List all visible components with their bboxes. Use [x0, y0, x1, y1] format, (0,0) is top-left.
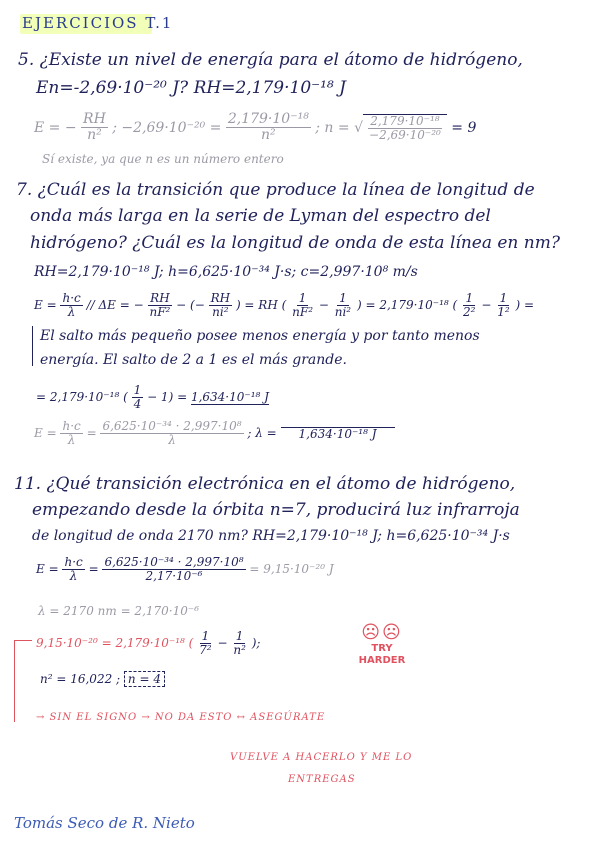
q7-calc2-lambda-fraction: [281, 427, 395, 441]
sad-face-icon: ☹☹: [361, 622, 403, 643]
q7-calc2-frac-den: λ: [168, 433, 176, 448]
stamp-line2: HARDER: [358, 655, 406, 666]
q5-value-num: 2,179·10⁻¹⁸: [227, 111, 309, 127]
q11-answer-box: n = 4: [124, 671, 165, 687]
q7-nf-den: nF²: [149, 305, 171, 320]
q7-one-num2: 1: [339, 291, 347, 305]
correction-bracket: [14, 640, 15, 722]
q7-note-bracket: [32, 326, 33, 366]
q11-lambda-line: λ = 2170 nm = 2,170·10⁻⁶: [38, 604, 200, 618]
q7-question-line2: onda más larga en la serie de Lyman del espectro del: [30, 206, 491, 226]
q5-sqrt-fraction: [363, 114, 447, 142]
q5-value-fraction: [226, 112, 311, 144]
q11-question-line3: de longitud de onda 2170 nm? RH=2,179·10⁻¹⁸ J; h=6,625·10⁻³⁴ J·s: [32, 528, 510, 544]
q7-eq-delta: // ΔE = −: [86, 298, 144, 313]
q11-result-line: [40, 672, 165, 686]
q7-eq-e: E =: [34, 298, 57, 313]
q7-calc1-fraction: [132, 384, 144, 411]
q7-rh-num: RH: [150, 291, 170, 305]
q7-rh-ni-fraction: [209, 292, 233, 319]
q5-rh-num: RH: [83, 111, 106, 127]
q7-calc2-e: E =: [34, 426, 57, 441]
q11-eq-result: = 9,15·10⁻²⁰ J: [249, 562, 334, 577]
q11-hc-fraction: [62, 556, 84, 583]
q7-hc-num: h·c: [62, 291, 81, 305]
q7-eq-dash: −: [318, 298, 329, 313]
q11-question-line2: empezando desde la órbita n=7, producirá luz infrarroja: [32, 500, 520, 520]
q11-red-num2: 1: [235, 629, 244, 643]
q7-calc2-eq: =: [86, 426, 97, 441]
q7-calc2-den: λ: [67, 433, 76, 448]
q7-calc2-hc-fraction: [60, 420, 82, 447]
q5-calc-left: E = −: [34, 119, 77, 136]
q11-eq-e: E =: [36, 562, 59, 577]
q7-one-ni-fraction: [333, 292, 353, 319]
q7-question-line1: 7. ¿Cuál es la transición que produce la línea de longitud de: [16, 180, 535, 200]
q7-calc1-result: 1,634·10⁻¹⁸ J: [190, 390, 269, 405]
q7-eq-rh-paren: ) = RH (: [235, 298, 287, 313]
q5-calc-mid: ; −2,69·10⁻²⁰ =: [112, 119, 222, 136]
q11-question-line1: 11. ¿Qué transición electrónica en el átomo de hidrógeno,: [14, 474, 516, 494]
q11-eq-eq: =: [88, 562, 99, 577]
q5-calc-n: ; n =: [315, 119, 350, 136]
q7-1sq-fraction: [495, 292, 511, 319]
q7-nf2-den: nF²: [292, 305, 314, 320]
correction-note-line3: ENTREGAS: [288, 774, 356, 785]
q5-value-den: n²: [261, 127, 276, 144]
q11-red-calc: 9,15·10⁻²⁰ = 2,179·10⁻¹⁸ (: [36, 636, 194, 651]
q7-ni-den: ni²: [212, 305, 229, 320]
correction-note-line2: VUELVE A HACERLO Y ME LO: [230, 752, 413, 763]
q11-hc-num: h·c: [64, 555, 83, 569]
q11-red-fraction1: [197, 630, 213, 657]
q5-calculation: [34, 112, 476, 144]
q7-hc-den: λ: [67, 305, 76, 320]
student-signature: Tomás Seco de R. Nieto: [14, 814, 195, 832]
q11-value-num: 6,625·10⁻³⁴ · 2,997·10⁸: [104, 555, 244, 569]
correction-bracket-top: [14, 640, 32, 641]
q11-n2-line: n² = 16,022 ;: [40, 672, 121, 686]
q5-question-line1: 5. ¿Existe un nivel de energía para el átomo de hidrógeno,: [18, 50, 523, 70]
q11-red-den2: n²: [233, 643, 246, 658]
q11-red-num1: 1: [201, 629, 210, 643]
stamp-line1: TRY: [371, 643, 393, 654]
q7-one-num: 1: [298, 291, 307, 305]
q5-result: = 9: [451, 119, 477, 136]
q5-sqrt-num: 2,179·10⁻¹⁸: [370, 113, 440, 128]
q7-calc1-den: 4: [133, 397, 142, 412]
q11-value-den: 2,17·10⁻⁶: [145, 569, 203, 584]
q7-2sq-den: 2²: [463, 305, 476, 320]
q11-hc-den: λ: [69, 569, 78, 584]
q7-constants: RH=2,179·10⁻¹⁸ J; h=6,625·10⁻³⁴ J·s; c=2,997·10⁸ m/s: [34, 264, 418, 280]
q7-ni2-den: ni²: [334, 305, 352, 320]
page-title: EJERCICIOS T.1: [22, 14, 174, 32]
q7-calc2-value-fraction: [100, 420, 243, 447]
q7-eq-mid: ) = 2,179·10⁻¹⁸ (: [356, 298, 458, 313]
q11-red-minus: −: [217, 636, 228, 651]
q11-value-fraction: [102, 556, 245, 583]
q7-calc1-num: 1: [133, 383, 142, 397]
q7-one-nf-fraction: [290, 292, 315, 319]
q7-question-line3: hidrógeno? ¿Cuál es la longitud de onda de esta línea en nm?: [30, 233, 560, 253]
q7-1sq-den: 1²: [497, 305, 510, 320]
q11-red-fraction2: [231, 630, 248, 657]
q7-one-num3: 1: [465, 291, 474, 305]
q7-calc-energy: [36, 384, 269, 411]
q7-rh-num2: RH: [210, 291, 231, 305]
correction-note-line1: → SIN EL SIGNO → NO DA ESTO ↔ ASEGÚRATE: [36, 712, 326, 723]
q7-hc-fraction: [60, 292, 82, 319]
q11-red-end: );: [251, 636, 261, 651]
q7-calc2-lambda: ; λ =: [247, 426, 277, 441]
try-harder-stamp: [344, 622, 420, 686]
q7-energy-equation: [34, 292, 534, 319]
q5-rh-fraction: [81, 112, 108, 144]
q7-eq-minus: − (−: [176, 298, 205, 313]
q7-eq-end: ) =: [515, 298, 535, 313]
q7-2sq-fraction: [461, 292, 477, 319]
q7-eq-dash2: −: [481, 298, 492, 313]
q7-rh-nf-fraction: [147, 292, 172, 319]
q11-red-den1: 7²: [199, 643, 212, 658]
q7-calc2-lambda-den: 1,634·10⁻¹⁸ J: [298, 426, 377, 441]
q5-sqrt-den: −2,69·10⁻²⁰: [369, 127, 441, 142]
sqrt-icon: √: [354, 119, 364, 136]
q7-one-num4: 1: [499, 291, 508, 305]
q7-calc1-end: − 1) =: [147, 390, 188, 405]
q5-rh-den: n²: [87, 127, 102, 144]
q7-note-line2: energía. El salto de 2 a 1 es el más grande.: [40, 352, 347, 368]
q7-calc-lambda: [34, 420, 395, 447]
q11-energy-equation: [36, 556, 334, 583]
q7-calc1: = 2,179·10⁻¹⁸ (: [36, 390, 128, 405]
q7-note-line1: El salto más pequeño posee menos energía y por tanto menos: [40, 328, 480, 344]
q7-calc2-frac-num: 6,625·10⁻³⁴ · 2,997·10⁸: [102, 419, 242, 433]
q11-red-calculation: [36, 630, 260, 657]
q5-conclusion: Sí existe, ya que n es un número entero: [42, 152, 284, 166]
q5-question-line2: En=-2,69·10⁻²⁰ J? RH=2,179·10⁻¹⁸ J: [36, 78, 346, 98]
q7-calc2-num: h·c: [62, 419, 81, 433]
